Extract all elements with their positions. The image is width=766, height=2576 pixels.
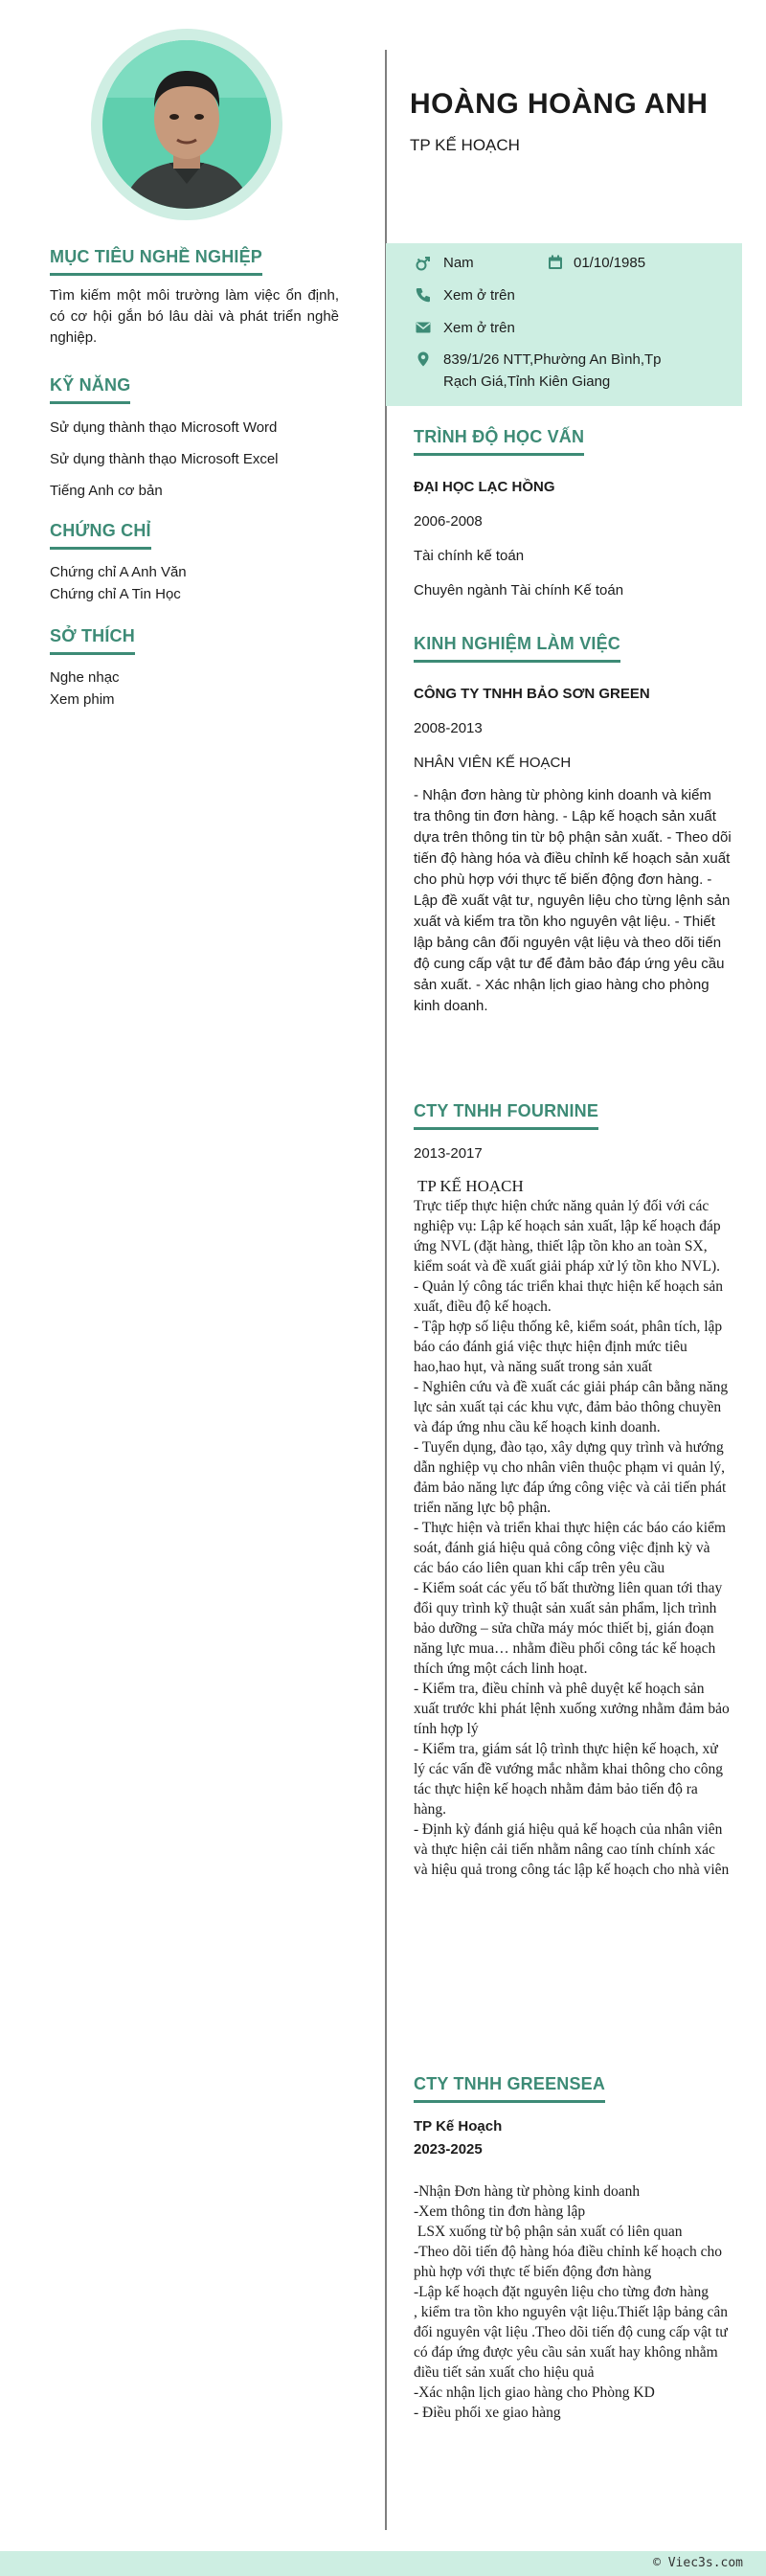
education-field: Tài chính kế toán [414, 548, 525, 564]
birthday-value: 01/10/1985 [574, 255, 646, 271]
avatar [102, 40, 271, 209]
experience-title: KINH NGHIỆM LÀM VIỆC [414, 634, 620, 663]
job1-description: - Nhận đơn hàng từ phòng kinh doanh và kiểm tra thông tin đơn hàng. - Lập kế hoạch sản xuất dựa trên thông tin từ bộ phận sản xuất. - Theo dõi tiến độ hàng hóa và điều chỉnh kế hoạch sản xuất cho phù hợp với thực tế biến động đơn hàng. - Lập đề xuất vật tư, nguyên liệu cho từng lệnh sản xuất và kiểm tra tồn kho nguyên vật liệu. - Thiết lập bảng cân đối nguyên vật liệu và theo dõi tiến độ cung cấp vật tư để đảm bảo đáp ứng yêu cầu sản xuất. - Xác nhận lịch giao hàng cho phòng kinh doanh. [414, 787, 732, 1014]
job3-duty: -Lập kế hoạch đặt nguyên liệu cho từng đơn hàng [414, 2284, 709, 2300]
job3-position: TP Kế Hoạch [414, 2118, 503, 2135]
skills-title: KỸ NĂNG [50, 375, 130, 404]
candidate-name: HOÀNG HOÀNG ANH [410, 88, 709, 120]
job2-duty: - Quản lý công tác triển khai thực hiện kế hoạch sản xuất, điều độ kế hoạch. [414, 1278, 724, 1315]
job3-duty: -Theo dõi tiến độ hàng hóa điều chỉnh kế hoạch cho phù hợp với thực tế biến động đơn hàng [414, 2244, 722, 2280]
gender-value: Nam [443, 255, 474, 271]
experience-section [414, 634, 732, 1017]
certificate-item: Chứng chỉ A Anh Văn [50, 564, 187, 580]
skill-item: Sử dụng thành thạo Microsoft Excel [50, 451, 279, 467]
column-divider [385, 50, 387, 2530]
job2-duty: - Kiểm tra, giám sát lộ trình thực hiện kế hoạch, xử lý các vấn đề vướng mắc nhằm khai thông cho công tác thực hiện kế hoạch nhằm đảm bảo tiến độ ra hàng. [414, 1741, 724, 1818]
objective-section [50, 247, 339, 349]
job2-duty: - Định kỳ đánh giá hiệu quả kế hoạch của nhân viên và thực hiện cải tiến nhằm nâng cao tính chính xác và hiệu quả trong công tác lập kế hoạch cho nhà viên [414, 1821, 730, 1878]
education-section [414, 427, 732, 601]
job3-duty: -Xem thông tin đơn hàng lập [414, 2203, 586, 2220]
job3-company: CTY TNHH GREENSEA [414, 2074, 605, 2103]
job2-company: CTY TNHH FOURNINE [414, 1101, 598, 1130]
certificate-item: Chứng chỉ A Tin Học [50, 586, 181, 602]
footer-watermark[interactable]: © Viec3s.com [653, 2556, 743, 2570]
gender-icon [415, 255, 432, 272]
job3-duty: -Nhận Đơn hàng từ phòng kinh doanh [414, 2183, 641, 2200]
education-school: ĐẠI HỌC LẠC HỒNG [414, 479, 555, 495]
education-period: 2006-2008 [414, 513, 483, 530]
education-title: TRÌNH ĐỘ HỌC VẤN [414, 427, 584, 456]
job2-duty: - Thực hiện và triển khai thực hiện các báo cáo kiểm soát, đánh giá hiệu quả công công việc định kỳ và các báo cáo liên quan khi cấp trên yêu cầu [414, 1520, 726, 1576]
hobby-item: Nghe nhạc [50, 669, 120, 686]
job1-period: 2008-2013 [414, 720, 483, 736]
avatar-ring [91, 29, 282, 220]
job3-duty: -Xác nhận lịch giao hàng cho Phòng KD [414, 2384, 655, 2401]
job2-duty: - Tuyển dụng, đào tạo, xây dựng quy trình và hướng dẫn nghiệp vụ cho nhân viên thuộc phạm vi quản lý, đảm bảo năng lực đáp ứng công việc và cải tiến phát triển năng lực bộ phận. [414, 1439, 727, 1516]
job3-duty: - Điều phối xe giao hàng [414, 2405, 561, 2421]
job2-position: TP KẾ HOẠCH [414, 1177, 524, 1195]
certificates-section [50, 521, 339, 605]
email-icon [415, 319, 432, 336]
job2-duty: - Kiểm soát các yếu tố bất thường liên quan tới thay đổi quy trình kỹ thuật sản xuất sản phẩm, lịch trình bảo dưỡng – sửa chữa máy móc thiết bị, gián đoạn năng lực mua… nhằm điều phối công tác kế hoạch thích ứng một cách linh hoạt. [414, 1580, 723, 1677]
education-major: Chuyên ngành Tài chính Kế toán [414, 582, 624, 599]
job2-duty: - Tập hợp số liệu thống kê, kiểm soát, phân tích, lập báo cáo đánh giá việc thực hiện định mức tiêu hao,hao hụt, và năng suất trong sản xuất [414, 1319, 723, 1375]
hobbies-section [50, 626, 339, 711]
contact-panel [386, 243, 742, 406]
job3-duty: , kiểm tra tồn kho nguyên vật liệu.Thiết lập bảng cân đối nguyên vật liệu .Theo dõi tiến độ cung cấp vật tư có đáp ứng được yêu cầu sản xuất hay không nhằm điều tiết sản xuất cho hiệu quả [414, 2304, 728, 2381]
certificates-list [50, 561, 339, 605]
hobbies-title: SỞ THÍCH [50, 626, 135, 655]
job3-duty: LSX xuống từ bộ phận sản xuất có liên quan [414, 2224, 683, 2240]
job3-section [414, 2074, 732, 2423]
email-value: Xem ở trên [443, 320, 515, 336]
job1-position: NHÂN VIÊN KẾ HOẠCH [414, 755, 572, 771]
skill-item: Tiếng Anh cơ bản [50, 483, 163, 499]
job2-duty: - Kiểm tra, điều chỉnh và phê duyệt kế hoạch sản xuất trước khi phát lệnh xuống xưởng nhằm đảm bảo tính hợp lý [414, 1681, 730, 1737]
job1-company: CÔNG TY TNHH BẢO SƠN GREEN [414, 686, 650, 702]
job2-section [414, 1101, 732, 1880]
skill-item: Sử dụng thành thạo Microsoft Word [50, 419, 278, 436]
skills-list [50, 418, 339, 502]
address-line-1: 839/1/26 NTT,Phường An Bình,Tp [443, 351, 662, 368]
job2-duties [414, 1196, 732, 1880]
hobby-item: Xem phim [50, 691, 115, 708]
objective-title: MỤC TIÊU NGHỀ NGHIỆP [50, 247, 262, 276]
location-icon [415, 350, 432, 368]
job2-period: 2013-2017 [414, 1145, 483, 1162]
job2-duty: Trực tiếp thực hiện chức năng quản lý đối với các nghiệp vụ: Lập kế hoạch sản xuất, lập kế hoạch đáp ứng NVL (đặt hàng, thiết lập tồn kho an toàn SX, kiểm soát và đề xuất giải pháp xử lý tồn kho NVL). [414, 1198, 721, 1275]
phone-icon [415, 286, 432, 304]
address-line-2: Rạch Giá,Tỉnh Kiên Giang [443, 373, 611, 390]
certificates-title: CHỨNG CHỈ [50, 521, 151, 550]
skills-section [50, 375, 339, 512]
objective-text: Tìm kiếm một môi trường làm việc ổn định, có cơ hội gắn bó lâu dài và phát triển nghề nghiệp. [50, 287, 339, 346]
calendar-icon [547, 254, 564, 271]
phone-value: Xem ở trên [443, 287, 515, 304]
job3-duties [414, 2181, 732, 2423]
job3-period: 2023-2025 [414, 2141, 483, 2158]
job2-duty: - Nghiên cứu và đề xuất các giải pháp cân bằng năng lực sản xuất tại các khu vực, đảm bảo thông chuyền và đáp ứng nhu cầu kế hoạch kinh doanh. [414, 1379, 729, 1435]
avatar-photo [102, 40, 271, 209]
hobbies-list [50, 667, 339, 711]
footer-bar [0, 2551, 766, 2576]
candidate-role: TP KẾ HOẠCH [410, 136, 520, 154]
